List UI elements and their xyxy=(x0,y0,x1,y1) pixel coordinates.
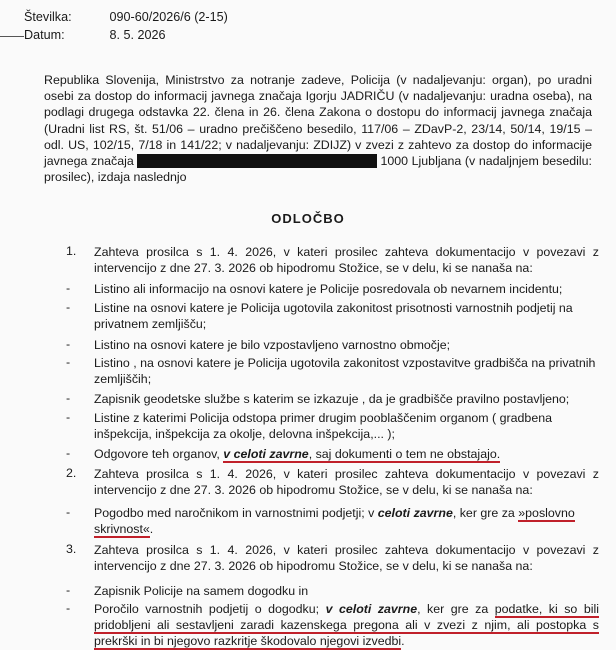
list-item-text: , xyxy=(308,447,316,461)
list-item: Zapisnik Policije na samem dogodku in xyxy=(94,584,309,598)
list-item xyxy=(94,446,599,462)
emphasis-text: v celoti zavrne xyxy=(223,447,309,461)
bullet-dash: - xyxy=(66,391,71,405)
date-row xyxy=(24,28,166,42)
bullet-dash: - xyxy=(66,355,71,369)
list-item-text: . xyxy=(401,634,405,649)
bullet-dash: - xyxy=(66,410,71,424)
underlined-text: podatke, ki so bili pridobljeni ali sestavljeni zaradi kazenskega pregona ali v zvezi z njim, ali postopka s prekrški in bi njegovo razkritje škodovalo njegovi izvedbi xyxy=(94,602,599,649)
bullet-dash: - xyxy=(66,281,71,295)
number-label: Številka: xyxy=(24,10,72,24)
bullet-dash: - xyxy=(66,601,71,615)
list-item-text: , ker gre za xyxy=(452,506,519,520)
list-item: Listino , na osnovi katere je Policija ugotovila zakonitost vzpostavitve gradbišča na privatnih zemljiščih; xyxy=(94,356,596,387)
bullet-dash: - xyxy=(66,583,71,597)
number-value: 090-60/2026/6 (2-15) xyxy=(109,10,228,24)
bullet-dash: - xyxy=(66,300,71,314)
list-item: Listino ali informacijo na osnovi katere je Policije posredovala ob nevarnem incidentu; xyxy=(94,282,563,296)
item-number-1: 1. xyxy=(66,244,77,258)
redacted-block xyxy=(137,154,376,168)
underlined-text: »poslovno skrivnost« xyxy=(94,506,575,537)
list-item xyxy=(94,601,599,650)
number-row xyxy=(24,10,228,24)
list-item: Zapisnik geodetske službe s katerim se izkazuje , da je gradbišče pravilno postavljeno; xyxy=(94,392,570,406)
list-item-text: . xyxy=(149,522,154,537)
emphasis-text: v celoti zavrne xyxy=(325,602,418,616)
list-item-text: Odgovore teh organov, xyxy=(94,447,224,461)
list-item-text: Poročilo varnostnih podjetij o dogodku; xyxy=(94,602,326,616)
list-item-text: , ker gre za xyxy=(417,602,495,616)
margin-dash xyxy=(0,36,24,37)
item-number-3: 3. xyxy=(66,542,77,556)
intro-text-2: 1000 Ljubljana (v nadaljnjem besedilu: prosilec), izdaja naslednjo xyxy=(44,154,592,185)
emphasis-text: celoti zavrne xyxy=(377,506,453,520)
intro-paragraph xyxy=(44,72,592,185)
list-item: Listine na osnovi katere je Policija ugotovila zakonitost prisotnosti varnostnih podjetij na privatnem zemljišču; xyxy=(94,301,573,332)
item-text-1: Zahteva prosilca s 1. 4. 2026, v kateri prosilec zahteva dokumentacijo v povezavi z intervencijo z dne 27. 3. 2026 ob hipodromu Stožice, se v delu, ki se nanaša na: xyxy=(94,245,599,276)
date-value: 8. 5. 2026 xyxy=(109,28,166,42)
underlined-text: saj dokumenti o tem ne obstajajo. xyxy=(315,447,501,461)
item-text-3: Zahteva prosilca s 1. 4. 2026, v kateri prosilec zahteva dokumentacijo v povezavi z intervencijo z dne 27. 3. 2026 ob hipodromu Stožice, se v delu, ki se nanaša na: xyxy=(94,543,599,574)
decision-title: ODLOČBO xyxy=(271,211,345,226)
intro-text-1: Republika Slovenija, Ministrstvo za notranje zadeve, Policija (v nadaljevanju: organ), po uradni osebi za dostop do informacij javnega značaja Igorju JADRIČU (v nadaljevanju: uradna oseba), na podlagi drugega odstavka 22. člena in 26. člena Zakona o dostopu do informacij javnega značaja (Uradni list RS, št. 51/06 – uradno prečiščeno besedilo, 117/06 – ZDavP-2, 23/14, 50/14, 19/15 – odl. US, 102/15, 7/18 in 141/22; v nadaljevanju: ZDIJZ) v zvezi z zahtevo za dostop do informacije javnega značaja xyxy=(44,73,592,169)
date-label: Datum: xyxy=(24,28,65,42)
list-item: Listine z katerimi Policija odstopa primer drugim pooblaščenim organom ( gradbena inšpekcija, inšpekcija za okolje, delovna inšpekcija,... ); xyxy=(94,411,552,442)
item-text-2: Zahteva prosilca s 1. 4. 2026, v kateri prosilec zahteva dokumentacijo v povezavi z intervencijo z dne 27. 3. 2026 ob hipodromu Stožice, se v delu, ki se nanaša na: xyxy=(94,467,599,498)
bullet-dash: - xyxy=(66,505,71,519)
list-item: Listino na osnovi katere je bilo vzpostavljeno varnostno območje; xyxy=(94,338,451,352)
list-item xyxy=(94,505,599,537)
bullet-dash: - xyxy=(66,446,71,460)
item-number-2: 2. xyxy=(66,466,77,480)
bullet-dash: - xyxy=(66,337,71,351)
list-item-text: Pogodbo med naročnikom in varnostnimi podjetji; v xyxy=(94,506,378,520)
